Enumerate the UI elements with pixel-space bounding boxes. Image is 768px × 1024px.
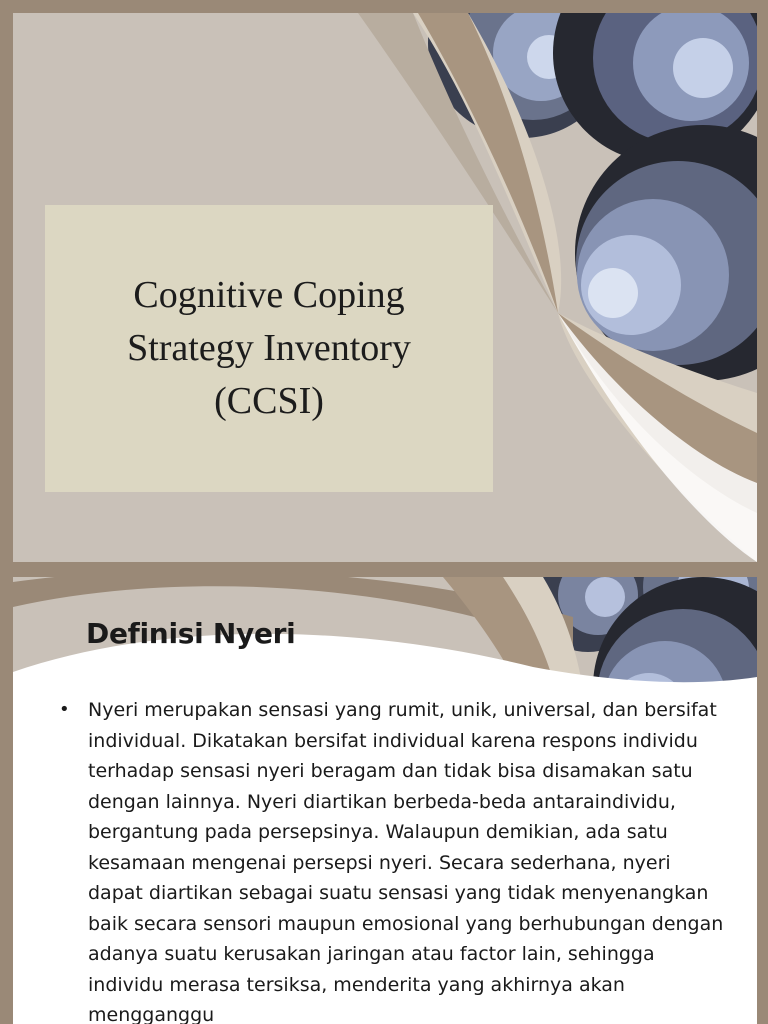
title-box <box>45 205 493 492</box>
title-slide <box>13 13 757 562</box>
slide-heading: Definisi Nyeri <box>86 617 296 650</box>
title-line-2: Strategy Inventory <box>127 326 411 369</box>
body-text-block <box>59 695 749 1024</box>
bullet-icon: • <box>59 699 70 720</box>
title-line-1: Cognitive Coping <box>133 273 405 316</box>
content-slide <box>13 577 757 1024</box>
slide-title <box>59 269 479 429</box>
body-paragraph: Nyeri merupakan sensasi yang rumit, unik, universal, dan bersifat individual. Dikatakan bersifat individual karena respons individu terhadap sensasi nyeri beragam dan tidak bisa disamakan satu dengan lainnya. Nyeri diartikan berbeda-beda antaraindividu, bergantung pada persepsinya. Walaupun demikian, ada satu kesamaan mengenai persepsi nyeri. Secara sederhana, nyeri dapat diartikan sebagai suatu sensasi yang tidak menyenangkan baik secara sensori maupun emosional yang berhubungan dengan adanya suatu kerusakan jaringan atau factor lain, sehingga individu merasa tersiksa, menderita yang akhirnya akan mengganggu <box>88 699 724 1024</box>
title-line-3: (CCSI) <box>214 380 324 423</box>
